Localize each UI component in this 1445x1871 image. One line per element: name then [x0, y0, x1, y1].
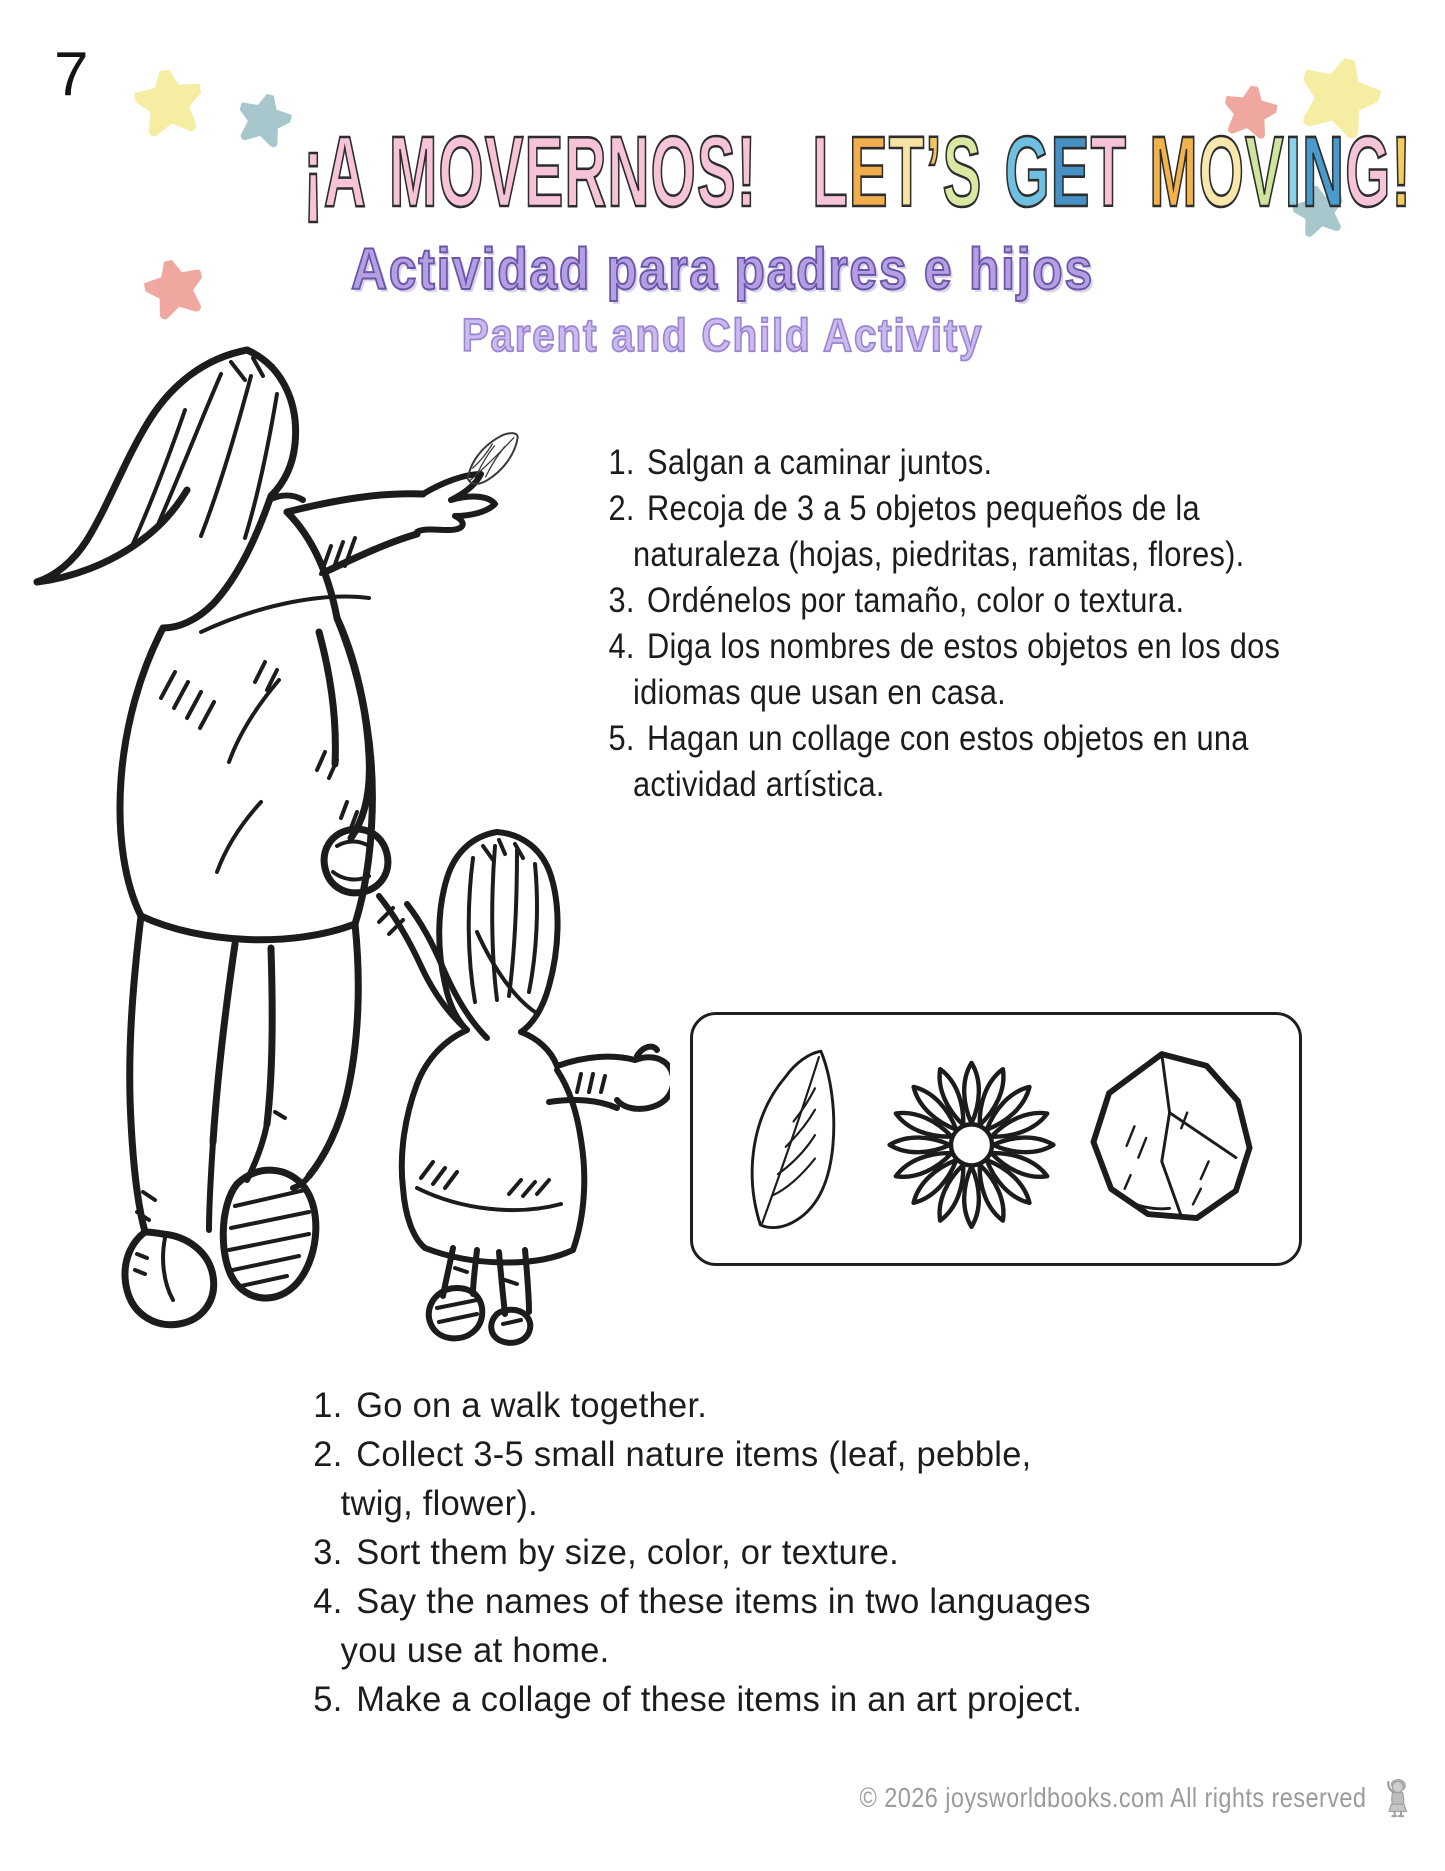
instruction-item — [596, 578, 1370, 624]
instruction-item — [596, 624, 1370, 716]
instruction-line: idiomas que usan en casa. — [632, 673, 1006, 712]
instruction-line: you use at home. — [340, 1630, 610, 1670]
instruction-line: naturaleza (hojas, piedritas, ramitas, flores). — [632, 535, 1245, 574]
parent-child-walking-illustration — [25, 332, 670, 1354]
title-letter: T — [888, 116, 926, 228]
title-letter: E — [524, 116, 565, 228]
subtitle-english: Parent and Child Activity — [461, 309, 984, 361]
subtitle-spanish: Actividad para padres e hijos — [351, 237, 1094, 302]
nature-items-box — [690, 1012, 1302, 1266]
title-letter: O — [650, 116, 697, 228]
instruction-item — [298, 1381, 1152, 1430]
title-letter: ! — [736, 116, 758, 228]
title-letter: O — [438, 116, 485, 228]
instructions-english — [298, 1381, 1152, 1724]
instruction-line: Hagan un collage con estos objetos en una — [647, 719, 1249, 758]
publisher-logo-icon — [1382, 1775, 1412, 1821]
title-letter: G — [1004, 116, 1051, 228]
instruction-number: 4. — [313, 1581, 343, 1621]
title-letter: M — [1149, 116, 1199, 228]
flower-icon — [872, 1037, 1072, 1242]
title-letter: S — [696, 116, 737, 228]
instruction-number: 3. — [608, 581, 635, 620]
title-letter: R — [564, 116, 608, 228]
instruction-number: 1. — [608, 443, 635, 482]
instruction-line: Sort them by size, color, or texture. — [356, 1532, 900, 1572]
title-letter: A — [323, 116, 367, 228]
title-letter: N — [607, 116, 651, 228]
title-letter: M — [389, 116, 439, 228]
instruction-line: Diga los nombres de estos objetos en los dos — [647, 627, 1281, 666]
instruction-line: Make a collage of these items in an art project. — [356, 1679, 1083, 1719]
title-letter: G — [1345, 116, 1392, 228]
leaf-icon — [735, 1047, 872, 1232]
instruction-number: 5. — [608, 719, 635, 758]
title-letter: S — [942, 116, 983, 228]
title-letter: O — [1198, 116, 1246, 228]
instruction-line: Collect 3-5 small nature items (leaf, pebble, — [356, 1434, 1032, 1474]
title-letter: V — [1245, 116, 1285, 228]
title-letter: E — [848, 116, 889, 228]
falling-leaf-icon — [459, 429, 527, 491]
instruction-line: actividad artística. — [632, 765, 885, 804]
star-top-left-teal — [232, 88, 295, 151]
page-title — [303, 116, 1412, 228]
instruction-number: 3. — [313, 1532, 343, 1572]
instructions-spanish — [596, 440, 1370, 808]
instruction-number: 2. — [313, 1434, 343, 1474]
instruction-item — [298, 1577, 1152, 1675]
rock-icon — [1072, 1042, 1257, 1237]
title-letter: ! — [1391, 116, 1412, 228]
instruction-item — [596, 486, 1370, 578]
copyright-text: © 2026 joysworldbooks.com All rights reserved — [859, 1782, 1366, 1813]
instruction-line: Ordénelos por tamaño, color o textura. — [647, 581, 1185, 620]
instruction-number: 1. — [313, 1385, 343, 1425]
instruction-line: Go on a walk together. — [356, 1385, 708, 1425]
title-letter: L — [812, 116, 849, 228]
instruction-line: Recoja de 3 a 5 objetos pequeños de la — [647, 489, 1200, 528]
instruction-item — [596, 716, 1370, 808]
title-letter: N — [1302, 116, 1346, 228]
title-letter: V — [484, 116, 525, 228]
instruction-number: 2. — [608, 489, 635, 528]
instruction-line: Say the names of these items in two languages — [356, 1581, 1091, 1621]
title-letter: I — [1284, 116, 1303, 228]
title-letter: T — [1090, 116, 1128, 228]
title-letter: E — [1050, 116, 1091, 228]
title-letter: ¡ — [303, 116, 324, 228]
star-top-left-yellow — [132, 66, 207, 141]
instruction-item — [596, 440, 1370, 486]
page-number: 7 — [54, 40, 89, 109]
instruction-line: twig, flower). — [340, 1483, 539, 1523]
instruction-item — [298, 1675, 1152, 1724]
instruction-item — [298, 1430, 1152, 1528]
title-letter: ’ — [925, 116, 943, 228]
instruction-number: 5. — [313, 1679, 343, 1719]
instruction-item — [298, 1528, 1152, 1577]
page-footer — [0, 1772, 1412, 1824]
instruction-line: Salgan a caminar juntos. — [647, 443, 993, 482]
instruction-number: 4. — [608, 627, 635, 666]
